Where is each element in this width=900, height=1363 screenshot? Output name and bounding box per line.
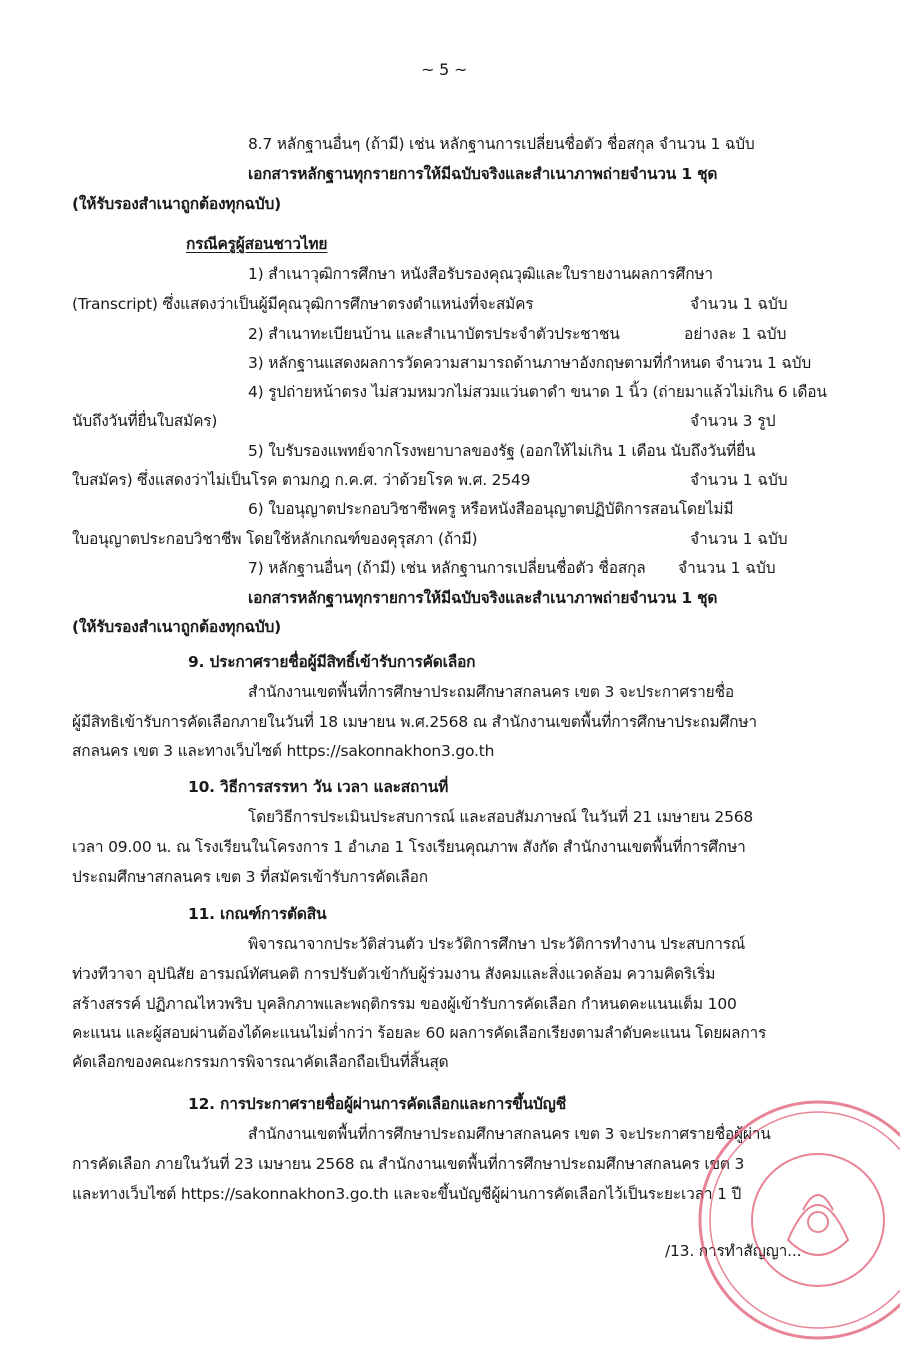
section-10-line-2: เวลา 09.00 น. ณ โรงเรียนในโครงการ 1 อำเภอ 1 โรงเรียนคุณภาพ สังกัด สำนักงานเขตพื้นที่การศึกษา bbox=[72, 838, 746, 856]
documents-note-2: เอกสารหลักฐานทุกรายการให้มีฉบับจริงและสำเนาภาพถ่ายจำนวน 1 ชุด bbox=[248, 589, 718, 607]
section-11-line-3: สร้างสรรค์ ปฏิภาณไหวพริบ บุคลิกภาพและพฤติกรรม ของผู้เข้ารับการคัดเลือก กำหนดคะแนนเต็ม 100 bbox=[72, 995, 737, 1013]
section-11-line-1: พิจารณาจากประวัติส่วนตัว ประวัติการศึกษา ประวัติการทำงาน ประสบการณ์ bbox=[248, 935, 746, 953]
item-8-7: 8.7 หลักฐานอื่นๆ (ถ้ามี) เช่น หลักฐานการเปลี่ยนชื่อตัว ชื่อสกุล จำนวน 1 ฉบับ bbox=[248, 135, 755, 153]
list-item-4-cont: นับถึงวันที่ยื่นใบสมัคร) bbox=[72, 412, 218, 430]
list-item-4: 4) รูปถ่ายหน้าตรง ไม่สวมหมวกไม่สวมแว่นตาดำ ขนาด 1 นิ้ว (ถ่ายมาแล้วไม่เกิน 6 เดือน bbox=[248, 383, 827, 401]
section-11-line-2: ท่วงทีวาจา อุปนิสัย อารมณ์ทัศนคติ การปรับตัวเข้ากับผู้ร่วมงาน สังคมและสิ่งแวดล้อม ความคิดริเริ่ม bbox=[72, 965, 716, 983]
section-12-line-3: และทางเว็บไซต์ https://sakonnakhon3.go.th และจะขึ้นบัญชีผู้ผ่านการคัดเลือกไว้เป็นระยะเวลา 1 ปี bbox=[72, 1185, 742, 1203]
list-item-7-count: จำนวน 1 ฉบับ bbox=[678, 559, 776, 577]
list-item-3: 3) หลักฐานแสดงผลการวัดความสามารถด้านภาษาอังกฤษตามที่กำหนด จำนวน 1 ฉบับ bbox=[248, 354, 812, 372]
seal-stamp-icon bbox=[688, 1090, 900, 1350]
section-11-line-4: คะแนน และผู้สอบผ่านต้องได้คะแนนไม่ต่ำกว่า ร้อยละ 60 ผลการคัดเลือกเรียงตามลำดับคะแนน โดยผลการ bbox=[72, 1024, 767, 1042]
page-number: ~ 5 ~ bbox=[421, 60, 468, 79]
section-10-line-1: โดยวิธีการประเมินประสบการณ์ และสอบสัมภาษณ์ ในวันที่ 21 เมษายน 2568 bbox=[248, 808, 754, 826]
list-item-6-cont: ใบอนุญาตประกอบวิชาชีพ โดยใช้หลักเกณฑ์ของคุรุสภา (ถ้ามี) bbox=[72, 530, 478, 548]
list-item-5-cont: ใบสมัคร) ซึ่งแสดงว่าไม่เป็นโรค ตามกฎ ก.ค.ศ. ว่าด้วยโรค พ.ศ. 2549 bbox=[72, 471, 531, 489]
list-item-4-count: จำนวน 3 รูป bbox=[690, 412, 776, 430]
list-item-1: 1) สำเนาวุฒิการศึกษา หนังสือรับรองคุณวุฒิและใบรายงานผลการศึกษา bbox=[248, 265, 713, 283]
section-9-line-3: สกลนคร เขต 3 และทางเว็บไซต์ https://sakonnakhon3.go.th bbox=[72, 742, 495, 760]
list-item-1-count: จำนวน 1 ฉบับ bbox=[690, 295, 788, 313]
documents-note: เอกสารหลักฐานทุกรายการให้มีฉบับจริงและสำเนาภาพถ่ายจำนวน 1 ชุด bbox=[248, 165, 718, 183]
list-item-7: 7) หลักฐานอื่นๆ (ถ้ามี) เช่น หลักฐานการเปลี่ยนชื่อตัว ชื่อสกุล bbox=[248, 559, 646, 577]
section-10-heading: 10. วิธีการสรรหา วัน เวลา และสถานที่ bbox=[188, 778, 449, 796]
section-11-line-5: คัดเลือกของคณะกรรมการพิจารณาคัดเลือกถือเป็นที่สิ้นสุด bbox=[72, 1053, 449, 1071]
documents-note-2-cont: (ให้รับรองสำเนาถูกต้องทุกฉบับ) bbox=[72, 618, 282, 636]
section-10-line-3: ประถมศึกษาสกลนคร เขต 3 ที่สมัครเข้ารับการคัดเลือก bbox=[72, 868, 428, 886]
section-9-line-1: สำนักงานเขตพื้นที่การศึกษาประถมศึกษาสกลนคร เขต 3 จะประกาศรายชื่อ bbox=[248, 683, 734, 701]
continuation-note: /13. การทำสัญญา... bbox=[665, 1242, 802, 1260]
section-12-line-2: การคัดเลือก ภายในวันที่ 23 เมษายน 2568 ณ สำนักงานเขตพื้นที่การศึกษาประถมศึกษาสกลนคร เขต 3 bbox=[72, 1155, 745, 1173]
section-heading-thai-teacher: กรณีครูผู้สอนชาวไทย bbox=[186, 235, 328, 253]
list-item-5: 5) ใบรับรองแพทย์จากโรงพยาบาลของรัฐ (ออกให้ไม่เกิน 1 เดือน นับถึงวันที่ยื่น bbox=[248, 442, 756, 460]
documents-note-cont: (ให้รับรองสำเนาถูกต้องทุกฉบับ) bbox=[72, 195, 282, 213]
section-9-line-2: ผู้มีสิทธิเข้ารับการคัดเลือกภายในวันที่ 18 เมษายน พ.ศ.2568 ณ สำนักงานเขตพื้นที่การศึกษาประถมศึกษา bbox=[72, 713, 757, 731]
list-item-2-count: อย่างละ 1 ฉบับ bbox=[684, 325, 787, 343]
section-9-heading: 9. ประกาศรายชื่อผู้มีสิทธิ์เข้ารับการคัดเลือก bbox=[188, 653, 476, 671]
list-item-6: 6) ใบอนุญาตประกอบวิชาชีพครู หรือหนังสืออนุญาตปฏิบัติการสอนโดยไม่มี bbox=[248, 500, 734, 518]
section-12-line-1: สำนักงานเขตพื้นที่การศึกษาประถมศึกษาสกลนคร เขต 3 จะประกาศรายชื่อผู้ผ่าน bbox=[248, 1125, 771, 1143]
list-item-5-count: จำนวน 1 ฉบับ bbox=[690, 471, 788, 489]
list-item-1-cont: (Transcript) ซึ่งแสดงว่าเป็นผู้มีคุณวุฒิการศึกษาตรงตำแหน่งที่จะสมัคร bbox=[72, 295, 534, 313]
list-item-6-count: จำนวน 1 ฉบับ bbox=[690, 530, 788, 548]
section-12-heading: 12. การประกาศรายชื่อผู้ผ่านการคัดเลือกและการขึ้นบัญชี bbox=[188, 1095, 567, 1113]
section-11-heading: 11. เกณฑ์การตัดสิน bbox=[188, 905, 327, 923]
list-item-2: 2) สำเนาทะเบียนบ้าน และสำเนาบัตรประจำตัวประชาชน bbox=[248, 325, 620, 343]
